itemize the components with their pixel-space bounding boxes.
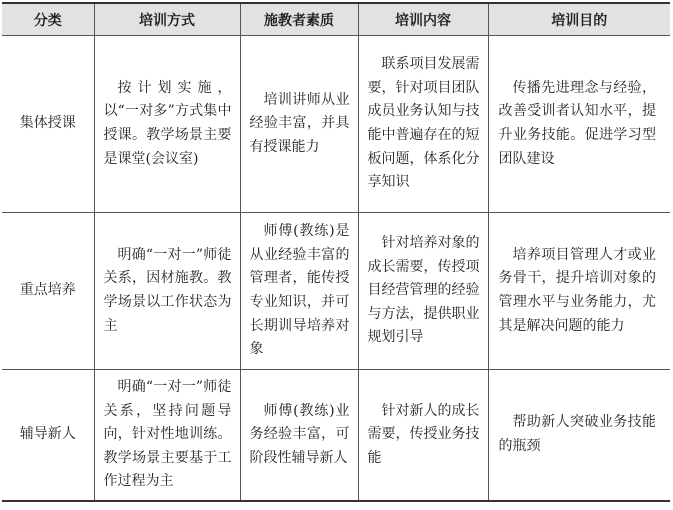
method-cell: 明确“一对一”师徒关系，因材施教。教学场景以工作状态为主: [94, 213, 240, 370]
header-content: 培训内容: [358, 3, 488, 36]
purpose-cell: 培养项目管理人才或业务骨干，提升培训对象的管理水平与业务能力，尤其是解决问题的能力: [488, 213, 670, 370]
header-category: 分类: [2, 3, 94, 36]
training-table-container: [2, 2, 670, 502]
content-cell: 针对培养对象的成长需要，传授项目经营管理的经验与方法，提供职业规划引导: [358, 213, 488, 370]
training-table: [2, 2, 670, 502]
purpose-cell: 帮助新人突破业务技能的瓶颈: [488, 370, 670, 502]
category-cell: 集体授课: [2, 36, 94, 213]
method-cell: 按计划实施，以“一对多”方式集中授课。教学场景主要是课堂(会议室): [94, 36, 240, 213]
trainer-cell: 师傅(教练)业务经验丰富，可阶段性辅导新人: [240, 370, 358, 502]
table-row: [2, 36, 670, 213]
trainer-cell: 师傅(教练)是从业经验丰富的管理者，能传授专业知识，并可长期训导培养对象: [240, 213, 358, 370]
header-method: 培训方式: [94, 3, 240, 36]
header-trainer: 施教者素质: [240, 3, 358, 36]
purpose-cell: 传播先进理念与经验，改善受训者认知水平，提升业务技能。促进学习型团队建设: [488, 36, 670, 213]
content-cell: 针对新人的成长需要，传授业务技能: [358, 370, 488, 502]
method-cell: 明确“一对一”师徒关系，坚持问题导向，针对性地训练。教学场景主要基于工作过程为主: [94, 370, 240, 502]
content-cell: 联系项目发展需要，针对项目团队成员业务认知与技能中普遍存在的短板问题，体系化分享知识: [358, 36, 488, 213]
category-cell: 辅导新人: [2, 370, 94, 502]
table-row: [2, 370, 670, 502]
table-row: [2, 213, 670, 370]
category-cell: 重点培养: [2, 213, 94, 370]
header-purpose: 培训目的: [488, 3, 670, 36]
trainer-cell: 培训讲师从业经验丰富，并具有授课能力: [240, 36, 358, 213]
table-header: [2, 3, 670, 36]
